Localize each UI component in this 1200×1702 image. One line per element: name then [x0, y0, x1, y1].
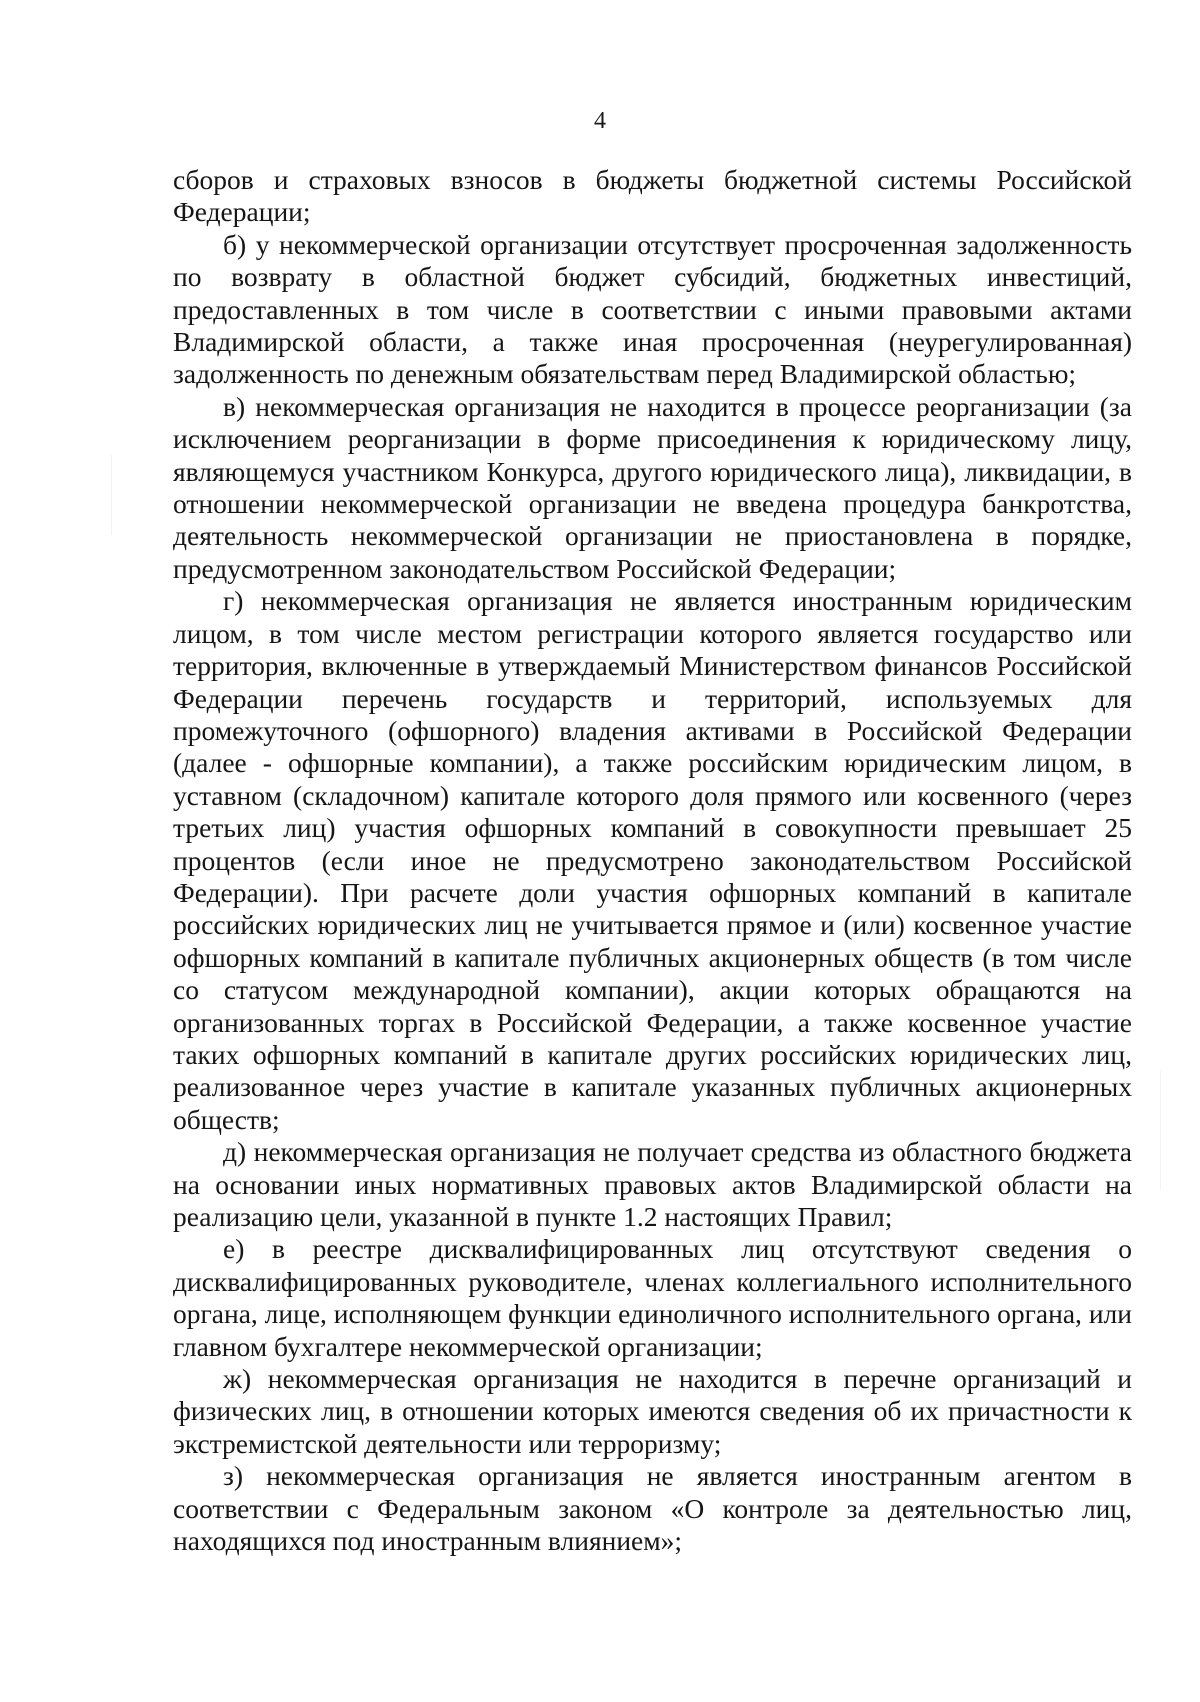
paragraph-item-d: д) некоммерческая организация не получает средства из областного бюджета на основании иных нормативных правовых актов Владимирской области на реализацию цели, указанной в пункте 1.2 настоящих Правил; [173, 1136, 1132, 1232]
document-body [173, 164, 1132, 1557]
page-number: 4 [594, 108, 606, 134]
paragraph-item-zh: ж) некоммерческая организация не находится в перечне организаций и физических лиц, в отношении которых имеются сведения об их причастности к экстремистской деятельности или терроризму; [173, 1363, 1132, 1459]
scan-artifact [111, 455, 112, 535]
paragraph-item-z: з) некоммерческая организация не является иностранным агентом в соответствии с Федеральным законом «О контроле за деятельностью лиц, находящихся под иностранным влиянием»; [173, 1460, 1132, 1557]
paragraph-continuation: сборов и страховых взносов в бюджеты бюджетной системы Российской Федерации; [173, 164, 1132, 228]
paragraph-item-g: г) некоммерческая организация не является иностранным юридическим лицом, в том числе местом регистрации которого является государство или территория, включенные в утверждаемый Министерством финансов Российской Федерации перечень государств и территорий, используемых для промежуточного (офшорного) владения активами в Российской Федерации (далее - офшорные компании), а также российским юридическим лицом, в уставном (складочном) капитале которого доля прямого или косвенного (через третьих лиц) участия офшорных компаний в совокупности превышает 25 процентов (если иное не предусмотрено законодательством Российской Федерации). При расчете доли участия офшорных компаний в капитале российских юридических лиц не учитывается прямое и (или) косвенное участие офшорных компаний в капитале публичных акционерных обществ (в том числе со статусом международной компании), акции которых обращаются на организованных торгах в Российской Федерации, а также косвенное участие таких офшорных компаний в капитале других российских юридических лиц, реализованное через участие в капитале указанных публичных акционерных обществ; [173, 585, 1132, 1135]
paragraph-item-e: е) в реестре дисквалифицированных лиц отсутствуют сведения о дисквалифицированных руководителе, членах коллегиального исполнительного органа, лице, исполняющем функции единоличного исполнительного органа, или главном бухгалтере некоммерческой организации; [173, 1233, 1132, 1362]
paragraph-item-v: в) некоммерческая организация не находится в процессе реорганизации (за исключением реорганизации в форме присоединения к юридическому лицу, являющемуся участником Конкурса, другого юридического лица), ликвидации, в отношении некоммерческой организации не введена процедура банкротства, деятельность некоммерческой организации не приостановлена в порядке, предусмотренном законодательством Российской Федерации; [173, 390, 1132, 584]
paragraph-item-b: б) у некоммерческой организации отсутствует просроченная задолженность по возврату в областной бюджет субсидий, бюджетных инвестиций, предоставленных в том числе в соответствии с иными правовыми актами Владимирской области, а также иная просроченная (неурегулированная) задолженность по денежным обязательствам перед Владимирской областью; [173, 228, 1132, 390]
scan-artifact [1160, 1070, 1161, 1190]
